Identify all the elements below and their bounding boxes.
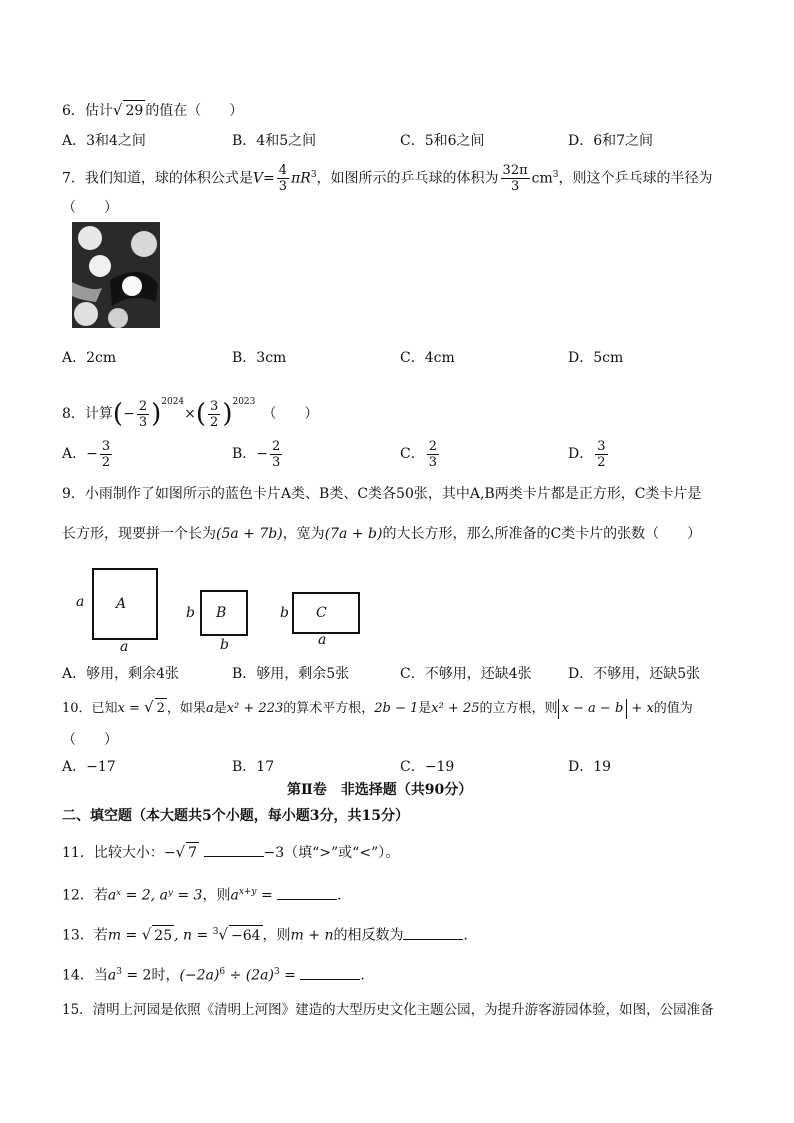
q11-text-b: −3（填“>”或“<”）。 [263,845,400,861]
q6-stem [62,100,243,121]
q8-fraction-2 [208,399,220,430]
q8-d-num: 3 [597,438,606,454]
q9-option-a[interactable]: A．够用，剩余4张 [62,666,180,682]
q11-answer-blank[interactable] [204,842,264,857]
q8-option-b[interactable] [232,436,284,472]
q14-expr-a: (−2a) [179,967,220,984]
q7-unit-exp: 3 [552,170,559,180]
q10-option-b[interactable]: B．17 [232,759,275,775]
q9-width: (7a + b) [324,526,383,542]
q8-a-frac [100,439,112,470]
q7-formula-lhs: V [252,170,264,187]
photo-ball-right [131,231,157,257]
q10-radicand: 2 [155,698,167,719]
q8-times: × [184,406,196,422]
q12-base: a [230,887,239,904]
q14-number: 14． [62,967,94,984]
q8-option-d[interactable] [568,436,610,472]
q14-op: ÷ [225,967,246,984]
q7-fraction-2 [501,163,530,194]
card-a-side: a [76,594,85,610]
q8-paren-close-1: ) [151,399,162,429]
section-heading: 二、填空题（本大题共5个小题，每小题3分，共15分） [62,808,409,824]
q13-cond-n: , n = [174,927,213,944]
q7-formula-rest: πR [291,170,311,187]
q11-number: 11． [62,845,94,861]
q8-f2-den: 2 [210,414,219,430]
q10-number: 10． [62,701,92,716]
photo-ball-mid [89,255,111,277]
card-c-side: b [280,605,289,621]
q13-rad-n: −64 [229,925,263,946]
q10-paren: （ ） [62,732,118,748]
q13-rad-m: 25 [152,925,174,946]
q8-c-num: 2 [428,438,437,454]
photo-ball-bottom [74,302,98,326]
q8-a-sign: − [86,446,98,462]
q6-text-b: 的值在（ ） [145,103,244,119]
q7-text-b: ，如图所示的乒乓球的体积为 [316,170,499,187]
q13-expr: m + n [290,927,334,944]
q8-stem [62,382,318,434]
q12-text-b: ，则 [202,887,231,904]
q14-answer-blank[interactable] [300,965,360,980]
q6-option-d[interactable]: D．6和7之间 [568,133,654,149]
q10-eq: = [124,701,145,716]
q8-option-c[interactable] [400,436,441,472]
q8-a-den: 2 [101,454,111,470]
q8-a-num: 3 [101,438,111,454]
q10-text-b: ，如果 [166,701,206,716]
ping-pong-photo [72,222,160,328]
q9-option-d[interactable]: D．不够用，还缺5张 [568,666,701,682]
q14-base: a [107,967,117,984]
q8-b-den: 3 [272,454,281,470]
q10-text-d: 的算术平方根， [283,701,375,716]
q8-b-sign: − [256,446,269,462]
q10-text-f: 的立方根，则 [479,701,558,716]
q7-number: 7． [62,170,85,187]
q14-exp-b: 3 [273,967,280,977]
q10-text-c: 是 [213,701,227,716]
q13-text-c: 的相反数为 [333,927,404,944]
q8-exp-1: 2024 [161,397,185,407]
q13-end: ． [463,927,478,944]
q8-paren-open-2: ( [195,399,207,429]
q14-base-exp: 3 [116,967,122,977]
q7-text-a: 我们知道，球的体积公式是 [84,170,253,187]
q10-text-a: 已知 [91,701,118,716]
q13-text-b: ，则 [262,927,291,944]
q10-option-c[interactable]: C．−19 [400,759,455,775]
card-c-bottom: a [318,632,327,648]
q13-stem [62,922,477,946]
sqrt-sign: √ [175,843,186,861]
q14-stem [62,962,374,986]
q9-line2-b: ，宽为 [282,526,325,542]
q10-expr3: x² + 25 [431,701,480,716]
volume-title: 第Ⅱ卷 非选择题（共90分） [287,782,473,798]
q12-exp: x+y [238,887,257,897]
q6-option-c[interactable]: C．5和6之间 [400,133,485,149]
q14-expr-b: (2a) [245,967,274,984]
q10-text-e: 是 [418,701,432,716]
q13-answer-blank[interactable] [403,925,463,940]
q10-expr1: x² + 223 [226,701,284,716]
sqrt-sign: √ [144,698,154,716]
q8-number: 8． [62,406,85,422]
q8-d-den: 2 [597,454,606,470]
card-b-bottom: b [220,637,229,653]
q8-a-label: A． [62,446,87,462]
q8-b-num: 2 [272,438,281,454]
q10-expr4: + x [627,701,654,716]
q9-length: (5a + 7b) [216,526,283,542]
q9-option-c[interactable]: C．不够用，还缺4张 [400,666,532,682]
q12-end: ． [337,887,352,904]
q15-text: 清明上河园是依照《清明上河图》建造的大型历史文化主题公园，为提升游客游园体验，如图，公园准备 [92,1002,714,1018]
cube-root-sign: √ [218,925,228,944]
q8-c-label: C． [400,446,425,462]
q8-text-a: 计算 [84,406,113,422]
q8-d-label: D． [568,446,594,462]
q8-d-frac [595,439,607,470]
q7-f1-num: 4 [278,163,288,179]
q7-formula-eq: = [263,170,275,187]
q7-f2-den: 3 [510,179,520,195]
q14-text-b: 时， [151,967,180,984]
q10-option-a[interactable]: A．−17 [62,759,116,775]
card-c-label: C [316,605,327,621]
q6-radicand: 29 [123,100,145,121]
q13-number: 13． [62,927,94,944]
q13-cond-m: m = [107,927,142,944]
q7-text-c: ，则这个乒乓球的半径为 [558,170,713,187]
q6-option-a[interactable]: A．3和4之间 [62,133,146,149]
q10-text-g: 的值为 [653,701,693,716]
q7-paren: （ ） [62,200,118,216]
q10-absval: x − a − b [558,699,628,719]
q9-line2-a: 长方形，现要拼一个长为 [62,526,216,542]
q8-f1-den: 3 [138,414,148,430]
q7-option-b[interactable]: B．3cm [232,350,287,366]
q7-formula-exp: 3 [310,170,317,180]
photo-ball-top [78,226,102,250]
q6-text-a: 估计 [84,103,113,119]
q10-expr2: 2b − 1 [374,701,419,716]
q8-b-label: B． [232,446,257,462]
q8-b-frac [270,439,282,470]
q13-text-a: 若 [93,927,108,944]
q7-fraction-1 [277,163,289,194]
q12-text-a: 若 [93,887,108,904]
q8-c-frac [427,439,439,470]
q7-option-a[interactable]: A．2cm [62,350,117,366]
photo-ball-bottom-right [108,308,128,328]
q12-number: 12． [62,887,94,904]
q11-stem [62,842,399,863]
q14-exp-a: 6 [219,967,226,977]
q9-option-b[interactable]: B．够用，剩余5张 [232,666,350,682]
q7-stem [62,158,713,196]
q6-number: 6． [62,103,85,119]
q8-exp-2: 2023 [232,397,256,407]
q13-cube-index: 3 [212,927,219,937]
q14-eq: = [279,967,301,984]
card-b-label: B [216,605,227,621]
q12-eq: = [256,887,278,904]
q14-cond-rhs: = 2 [121,967,152,984]
q11-text-a: 比较大小： [93,845,164,861]
q15-number: 15． [62,1002,93,1018]
q12-answer-blank[interactable] [277,885,337,900]
q8-option-a[interactable] [62,436,114,472]
sqrt-sign: √ [112,101,123,119]
card-a-bottom: a [120,639,129,655]
q7-option-d[interactable]: D．5cm [568,350,624,366]
q11-radicand: 7 [186,842,199,863]
q8-paren-open-1: ( [112,399,124,429]
q8-c-den: 3 [428,454,437,470]
q9-line-2 [62,524,701,544]
q11-neg: − [163,845,176,861]
q10-var-a: a [205,701,214,716]
card-a-label: A [116,596,127,612]
q9-line-1 [62,484,701,504]
photo-ball-paddle [122,276,142,296]
q8-paren: （ ） [269,406,319,422]
card-b-side: b [186,605,195,621]
q14-text-a: 当 [93,967,108,984]
q15-stem [62,1000,714,1020]
q8-neg-sign: − [123,406,135,422]
q8-fraction-1 [137,399,149,430]
q7-f1-den: 3 [278,179,288,195]
q6-option-b[interactable]: B．4和5之间 [232,133,317,149]
q7-option-c[interactable]: C．4cm [400,350,455,366]
q8-f2-num: 3 [210,398,219,414]
q10-stem [62,697,693,719]
q10-x: x [117,701,125,716]
q9-line1-text: 小雨制作了如图所示的蓝色卡片A类、B类、C类各50张，其中A,B两类卡片都是正方形，C类卡片是 [84,486,702,502]
q8-f1-num: 2 [138,398,148,414]
q8-paren-close-2: ) [222,399,233,429]
q12-stem [62,882,351,906]
q9-line2-c: 的大长方形，那么所准备的C类卡片的张数（ ） [382,526,702,542]
sqrt-sign: √ [141,925,152,944]
q7-f2-num: 32π [502,163,528,179]
q7-unit: cm [531,170,553,187]
q14-end: ． [360,967,375,984]
q9-number: 9． [62,486,85,502]
q12-condition: aˣ = 2, aʸ = 3 [107,887,203,904]
q10-option-d[interactable]: D．19 [568,759,612,775]
